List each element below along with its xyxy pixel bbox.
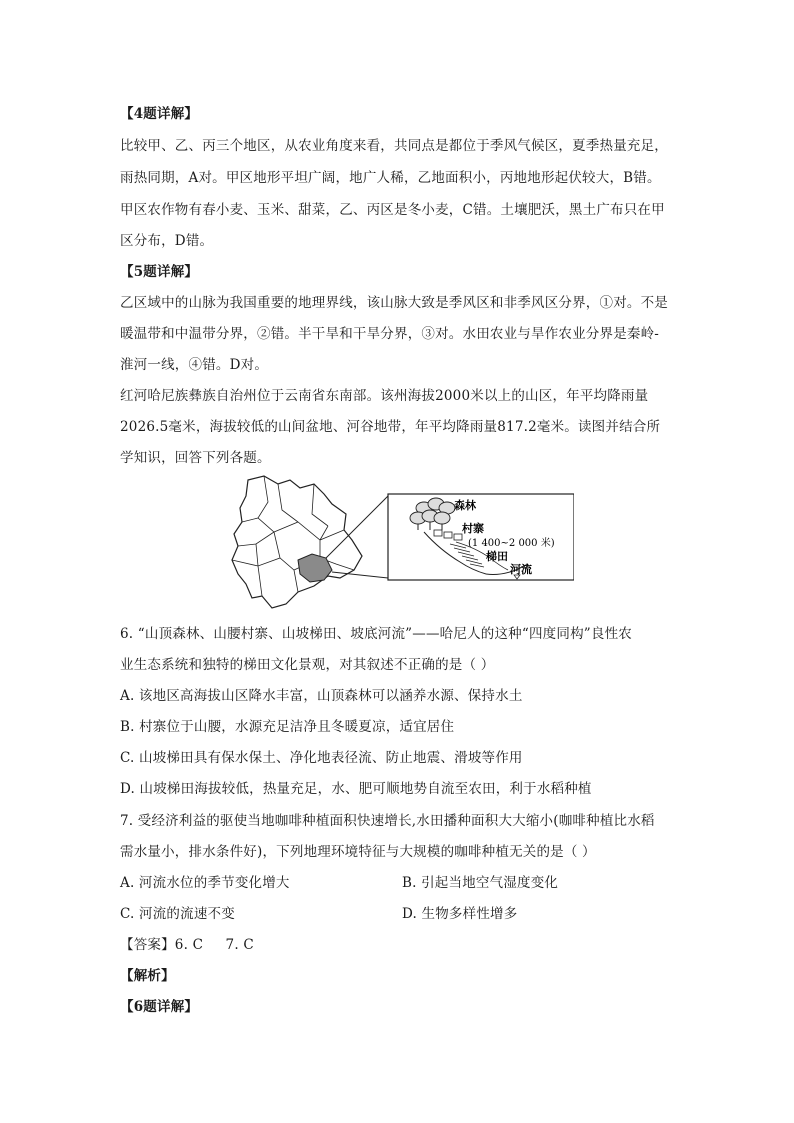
analysis-heading: 【解析】 bbox=[120, 968, 175, 984]
label-altitude: (1 400~2 000 米) bbox=[468, 538, 555, 549]
q5-text-line: 乙区域中的山脉为我国重要的地理界线，该山脉大致是季风区和非季风区分界，①对。不是 bbox=[120, 295, 668, 311]
q6-detail-heading: 【6题详解】 bbox=[120, 999, 199, 1015]
q6-option-c: C. 山坡梯田具有保水保土、净化地表径流、防止地震、滑坡等作用 bbox=[120, 750, 523, 766]
q5-text-line: 淮河一线，④错。D对。 bbox=[120, 357, 269, 373]
q4-text-line: 雨热同期，A对。甲区地形平坦广阔，地广人稀，乙地面积小，丙地地形起伏较大，B错。 bbox=[120, 170, 661, 186]
q7-stem-line: 需水量小，排水条件好)，下列地理环境特征与大规模的咖啡种植无关的是（ ） bbox=[120, 844, 596, 860]
q7-stem-line: 7. 受经济利益的驱使当地咖啡种植面积快速增长,水田播种面积大大缩小(咖啡种植比水稻 bbox=[120, 813, 655, 829]
q5-heading: 【5题详解】 bbox=[120, 264, 199, 280]
intro-text-line: 2026.5毫米，海拔较低的山间盆地、河谷地带，年平均降雨量817.2毫米。读图并结合所 bbox=[120, 419, 661, 435]
label-terrace: 梯田 bbox=[486, 550, 508, 563]
q5-text-line: 暖温带和中温带分界，②错。半干旱和干旱分界，③对。水田农业与旱作农业分界是秦岭- bbox=[120, 326, 660, 342]
q7-option-b: B. 引起当地空气湿度变化 bbox=[402, 875, 559, 891]
intro-text-line: 学知识，回答下列各题。 bbox=[120, 450, 271, 466]
label-village: 村寨 bbox=[462, 522, 484, 535]
q7-option-d: D. 生物多样性增多 bbox=[402, 906, 518, 922]
q4-text-line: 区分布，D错。 bbox=[120, 233, 214, 249]
q4-text-line: 比较甲、乙、丙三个地区，从农业角度来看，共同点是都位于季风气候区，夏季热量充足， bbox=[120, 138, 668, 154]
q6-option-a: A. 该地区高海拔山区降水丰富，山顶森林可以涵养水源、保持水土 bbox=[120, 688, 523, 704]
q6-option-d: D. 山坡梯田海拔较低，热量充足，水、肥可顺地势自流至农田，利于水稻种植 bbox=[120, 781, 592, 797]
q6-option-b: B. 村寨位于山腰，水源充足洁净且冬暖夏凉，适宜居住 bbox=[120, 719, 455, 735]
q7-option-c: C. 河流的流速不变 bbox=[120, 906, 235, 922]
q4-heading: 【4题详解】 bbox=[120, 106, 199, 122]
answer-line: 【答案】6. C 7. C bbox=[120, 937, 254, 953]
q6-stem-line: 业生态系统和独特的梯田文化景观，对其叙述不正确的是（ ） bbox=[120, 657, 495, 673]
q6-stem-line: 6. “山顶森林、山腰村寨、山坡梯田、坡底河流”——哈尼人的这种“四度同构”良性农 bbox=[120, 626, 632, 642]
terrace-figure bbox=[228, 474, 574, 612]
q4-text-line: 甲区农作物有春小麦、玉米、甜菜，乙、丙区是冬小麦，C错。土壤肥沃，黑土广布只在甲 bbox=[120, 202, 665, 218]
q7-option-a: A. 河流水位的季节变化增大 bbox=[120, 875, 290, 891]
intro-text-line: 红河哈尼族彝族自治州位于云南省东南部。该州海拔2000米以上的山区，年平均降雨量 bbox=[120, 388, 649, 404]
label-forest: 森林 bbox=[454, 499, 476, 512]
label-river: 河流 bbox=[510, 563, 532, 576]
